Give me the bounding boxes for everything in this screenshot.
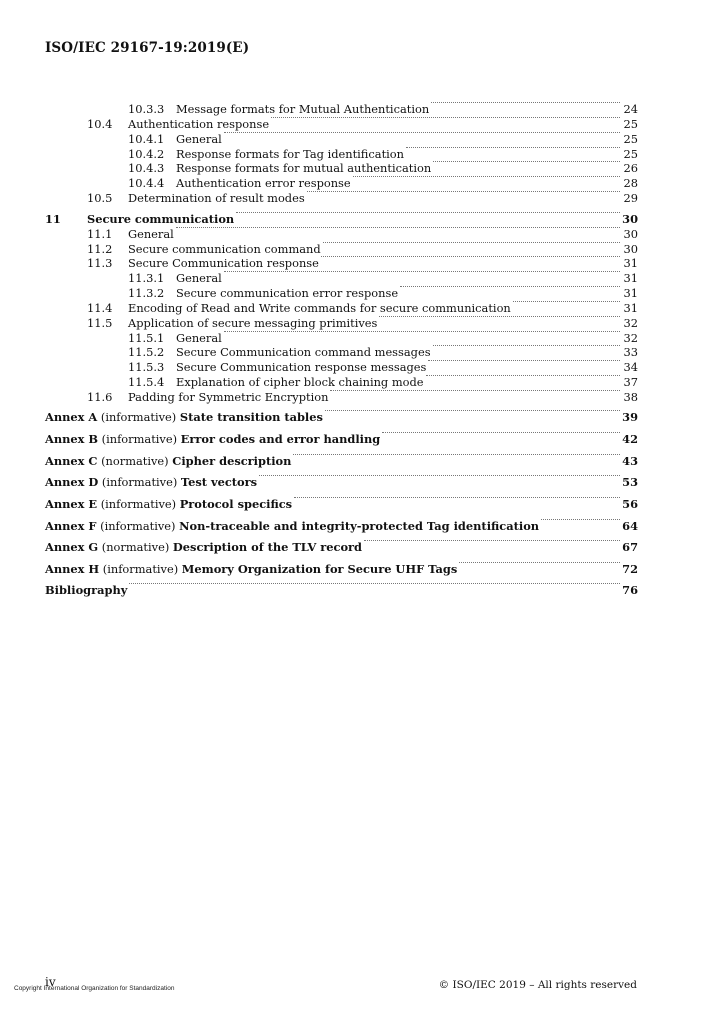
annex-kind: (informative) — [98, 432, 181, 446]
toc-entry[interactable] — [0, 286, 724, 301]
annex-kind: (informative) — [97, 410, 180, 424]
dot-leader — [431, 102, 620, 103]
annex-heading — [45, 562, 457, 577]
annex-entry[interactable] — [0, 519, 724, 534]
annex-title: Cipher description — [172, 454, 292, 468]
toc-page-number: 31 — [623, 271, 638, 285]
dot-leader — [364, 540, 620, 541]
toc-entry-title: Secure Communication response messages — [176, 360, 427, 374]
dot-leader — [379, 316, 620, 317]
toc-entry-title: Authentication error response — [176, 176, 351, 190]
toc-entry-title: General — [128, 227, 174, 241]
toc-section-number: 11 — [45, 212, 61, 226]
toc-entry-title: General — [176, 271, 222, 285]
toc-entry-title: Determination of result modes — [128, 191, 305, 205]
annex-kind: (informative) — [97, 497, 180, 511]
toc-entry-title: Response formats for mutual authentication — [176, 161, 432, 175]
toc-section-number: 10.4.1 — [128, 132, 165, 146]
toc-page-number: 37 — [623, 375, 638, 389]
annex-kind: (normative) — [98, 540, 173, 554]
annex-entry[interactable] — [0, 475, 724, 490]
toc-section-number: 11.5.1 — [128, 331, 165, 345]
annex-label: Annex A — [45, 410, 98, 424]
annex-title: Description of the TLV record — [172, 540, 363, 554]
annex-heading — [45, 454, 291, 469]
toc-entry-title: Explanation of cipher block chaining mode — [176, 375, 424, 389]
annex-kind: (informative) — [98, 475, 181, 489]
toc-entry[interactable] — [0, 301, 724, 316]
toc-entry[interactable] — [0, 345, 724, 360]
annex-title: Error codes and error handling — [180, 432, 381, 446]
toc-entry-title: Secure communication command — [128, 242, 321, 256]
annex-heading — [45, 540, 362, 555]
annex-title: Protocol specifics — [179, 497, 293, 511]
annex-entry[interactable] — [0, 497, 724, 512]
toc-page-number: 39 — [622, 410, 638, 424]
toc-section-number: 11.2 — [87, 242, 113, 256]
annex-label: Annex E — [45, 497, 98, 511]
annex-title: Test vectors — [180, 475, 258, 489]
toc-entry-title: Secure Communication command messages — [176, 345, 431, 359]
toc-section-number: 11.5.4 — [128, 375, 165, 389]
toc-entry[interactable] — [0, 227, 724, 242]
toc-page-number: 34 — [623, 360, 638, 374]
dot-leader — [426, 375, 620, 376]
annex-label: Annex H — [45, 562, 100, 576]
annex-entry[interactable] — [0, 540, 724, 555]
annex-heading — [45, 410, 323, 425]
dot-leader — [176, 227, 620, 228]
toc-page-number: 29 — [623, 191, 638, 205]
toc-page-number: 25 — [623, 117, 638, 131]
dot-leader — [321, 256, 620, 257]
annex-title: State transition tables — [179, 410, 323, 424]
toc-entry[interactable] — [0, 161, 724, 176]
toc-section-number: 11.5 — [87, 316, 113, 330]
toc-page-number: 38 — [623, 390, 638, 404]
toc-section-number: 11.5.2 — [128, 345, 165, 359]
toc-page-number: 67 — [622, 540, 638, 554]
toc-page-number: 43 — [622, 454, 638, 468]
dot-leader — [294, 497, 620, 498]
dot-leader — [224, 132, 620, 133]
bibliography-title: Bibliography — [45, 583, 128, 597]
annex-entry[interactable] — [0, 454, 724, 469]
toc-page-number: 32 — [623, 316, 638, 330]
annex-label: Annex C — [45, 454, 98, 468]
toc-page-number: 24 — [623, 102, 638, 116]
toc-page-number: 31 — [623, 286, 638, 300]
annex-entry[interactable] — [0, 562, 724, 577]
dot-leader — [353, 176, 620, 177]
toc-section-number: 11.5.3 — [128, 360, 165, 374]
toc-page-number: 56 — [622, 497, 638, 511]
dot-leader — [382, 432, 620, 433]
toc-entry-title: General — [176, 331, 222, 345]
dot-leader — [307, 191, 620, 192]
toc-section-number: 10.4 — [87, 117, 113, 131]
toc-section-number: 11.1 — [87, 227, 113, 241]
toc-entry[interactable] — [0, 375, 724, 390]
annex-kind: (normative) — [97, 454, 173, 468]
toc-entry[interactable] — [0, 176, 724, 191]
toc-entry-title: Secure Communication response — [128, 256, 319, 270]
toc-section-number: 11.6 — [87, 390, 113, 404]
document-id-header: ISO/IEC 29167-19:2019(E) — [45, 40, 250, 56]
toc-entry[interactable] — [0, 117, 724, 132]
toc-page-number: 30 — [622, 212, 638, 226]
toc-entry-title: Secure communication — [87, 212, 235, 226]
toc-entry[interactable] — [0, 316, 724, 331]
annex-heading — [45, 432, 380, 447]
dot-leader — [433, 161, 620, 162]
annex-label: Annex D — [45, 475, 99, 489]
dot-leader — [513, 301, 620, 302]
dot-leader — [325, 410, 620, 411]
page-number: iv — [45, 975, 56, 989]
toc-entry-title: Application of secure messaging primitives — [128, 316, 378, 330]
toc-page-number: 53 — [622, 475, 638, 489]
toc-section-number: 11.3 — [87, 256, 113, 270]
toc-entry-title: General — [176, 132, 222, 146]
dot-leader — [224, 331, 620, 332]
toc-entry-title: Authentication response — [128, 117, 270, 131]
toc-section-number: 11.3.1 — [128, 271, 165, 285]
copyright-notice-left: Copyright International Organization for Standardization — [14, 985, 175, 992]
toc-page-number: 64 — [622, 519, 638, 533]
dot-leader — [406, 147, 620, 148]
annex-heading — [45, 519, 539, 534]
annex-label: Annex G — [45, 540, 99, 554]
dot-leader — [323, 242, 620, 243]
dot-leader — [541, 519, 620, 520]
toc-page-number: 28 — [623, 176, 638, 190]
toc-page-number: 31 — [623, 301, 638, 315]
toc-entry[interactable] — [0, 360, 724, 375]
annex-title: Non-traceable and integrity-protected Tag identification — [179, 519, 540, 533]
toc-entry[interactable] — [0, 331, 724, 346]
dot-leader — [459, 562, 620, 563]
toc-page-number: 42 — [622, 432, 638, 446]
toc-page-number: 33 — [623, 345, 638, 359]
dot-leader — [330, 390, 620, 391]
toc-page-number: 30 — [623, 227, 638, 241]
toc-entry[interactable] — [0, 242, 724, 257]
toc-entry-title: Secure communication error response — [176, 286, 399, 300]
toc-page-number: 72 — [622, 562, 638, 576]
dot-leader — [433, 345, 620, 346]
toc-entry[interactable] — [0, 390, 724, 405]
toc-entry[interactable] — [0, 256, 724, 271]
toc-section-number: 10.4.3 — [128, 161, 165, 175]
dot-leader — [428, 360, 620, 361]
copyright-notice-right: © ISO/IEC 2019 – All rights reserved — [438, 979, 637, 991]
toc-entry[interactable] — [0, 102, 724, 117]
dot-leader — [259, 475, 620, 476]
toc-page-number: 25 — [623, 132, 638, 146]
toc-entry-title: Encoding of Read and Write commands for secure communication — [128, 301, 511, 315]
toc-page-number: 76 — [622, 583, 638, 597]
annex-title: Memory Organization for Secure UHF Tags — [181, 562, 458, 576]
toc-page-number: 26 — [623, 161, 638, 175]
toc-entry[interactable] — [0, 132, 724, 147]
toc-page-number: 30 — [623, 242, 638, 256]
annex-heading — [45, 497, 292, 512]
toc-entry[interactable] — [0, 271, 724, 286]
toc-entry-title: Response formats for Tag identification — [176, 147, 404, 161]
dot-leader — [224, 271, 620, 272]
toc-page-number: 32 — [623, 331, 638, 345]
annex-kind: (informative) — [99, 562, 182, 576]
toc-section-number: 10.3.3 — [128, 102, 165, 116]
dot-leader — [293, 454, 620, 455]
toc-section-number: 11.3.2 — [128, 286, 165, 300]
dot-leader — [271, 117, 620, 118]
annex-label: Annex B — [45, 432, 99, 446]
toc-entry[interactable] — [0, 212, 724, 227]
dot-leader — [400, 286, 620, 287]
annex-entry[interactable] — [0, 410, 724, 425]
toc-section-number: 11.4 — [87, 301, 113, 315]
toc-section-number: 10.4.2 — [128, 147, 165, 161]
toc-page-number: 31 — [623, 256, 638, 270]
annex-entry[interactable] — [0, 432, 724, 447]
toc-entry[interactable] — [0, 147, 724, 162]
toc-section-number: 10.4.4 — [128, 176, 165, 190]
toc-entry-title: Padding for Symmetric Encryption — [128, 390, 329, 404]
toc-section-number: 10.5 — [87, 191, 113, 205]
toc-entry-title: Message formats for Mutual Authentication — [176, 102, 430, 116]
bibliography-entry[interactable] — [0, 583, 724, 598]
toc-page-number: 25 — [623, 147, 638, 161]
annex-kind: (informative) — [96, 519, 180, 533]
dot-leader — [236, 212, 620, 213]
annex-label: Annex F — [45, 519, 97, 533]
dot-leader — [129, 583, 620, 584]
toc-entry[interactable] — [0, 191, 724, 206]
annex-heading — [45, 475, 257, 490]
